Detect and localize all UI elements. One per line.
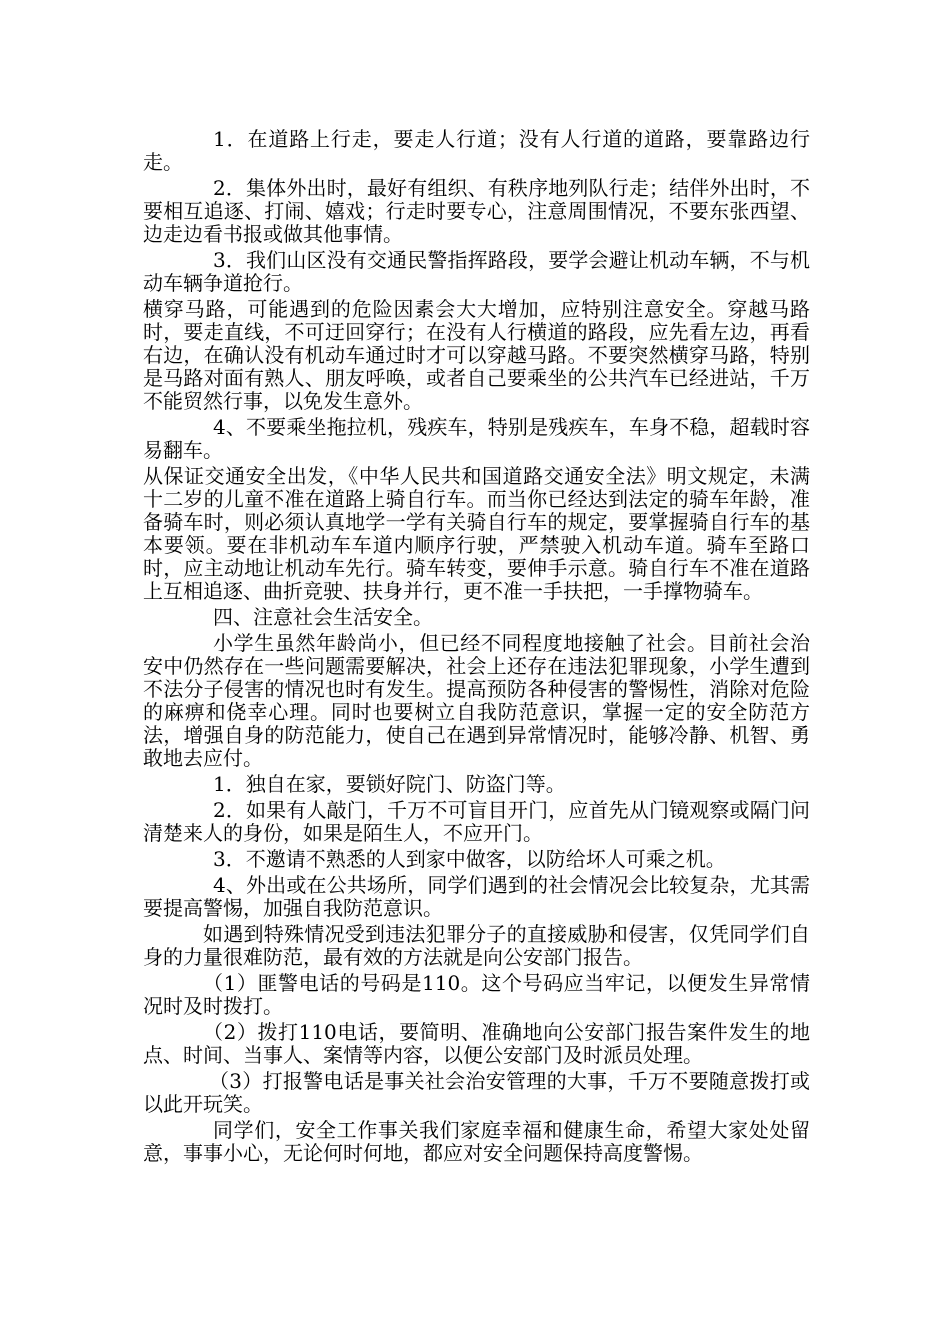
paragraph-tractor: 4、不要乘坐拖拉机，残疾车，特别是残疾车，车身不稳，超载时容易翻车。 [143,415,810,462]
paragraph-public-places: 4、外出或在公共场所，同学们遇到的社会情况会比较复杂，尤其需要提高警惕，加强自我防范意识。 [143,873,810,920]
paragraph-bicycle-rules: 从保证交通安全出发，《中华人民共和国道路交通安全法》明文规定，未满十二岁的儿童不准在道路上骑自行车。而当你已经达到法定的骑车年龄，准备骑车时，则必须认真地学一学有关骑自行车的规定，要掌握骑自行车的基本要领。要在非机动车车道内顺序行驶，严禁驶入机动车道。骑车至路口时，应主动地让机动车先行。骑车转变，要伸手示意。骑自行车不准在道路上互相追逐、曲折竞驶、扶身并行，更不准一手扶把，一手撑物骑车。 [143,464,810,603]
paragraph-110-calling: （2）拨打110电话，要简明、准确地向公安部门报告案件发生的地点、时间、当事人、案情等内容，以便公安部门及时派员处理。 [143,1020,810,1067]
section-heading-social-safety: 四、注意社会生活安全。 [213,605,433,629]
paragraph-walk-sidewalk: 1．在道路上行走，要走人行道；没有人行道的道路，要靠路边行走。 [143,127,810,174]
paragraph-closing: 同学们，安全工作事关我们家庭幸福和健康生命，希望大家处处留意，事事小心，无论何时何地，都应对安全问题保持高度警惕。 [143,1118,810,1165]
paragraph-report-police: 如遇到特殊情况受到违法犯罪分子的直接威胁和侵害，仅凭同学们自身的力量很难防范，最有效的方法就是向公安部门报告。 [143,922,810,969]
paragraph-home-alone: 1．独自在家，要锁好院门、防盗门等。 [213,772,566,796]
paragraph-knock-door: 2．如果有人敲门，千万不可盲目开门，应首先从门镜观察或隔门问清楚来人的身份，如果是陌生人，不应开门。 [143,798,810,845]
paragraph-group-outing: 2．集体外出时，最好有组织、有秩序地列队行走；结伴外出时，不要相互追逐、打闹、嬉戏；行走时要专心，注意周围情况，不要东张西望、边走边看书报或做其他事情。 [143,176,810,246]
paragraph-no-prank: （3）打报警电话是事关社会治安管理的大事，千万不要随意拨打或以此开玩笑。 [143,1069,810,1116]
paragraph-crossing-road: 横穿马路，可能遇到的危险因素会大大增加，应特别注意安全。穿越马路时，要走直线，不可迂回穿行；在没有人行横道的路段，应先看左边，再看右边，在确认没有机动车通过时才可以穿越马路。不要突然横穿马路，特别是马路对面有熟人、朋友呼唤，或者自己要乘坐的公共汽车已经进站，千万不能贸然行事，以免发生意外。 [143,297,810,413]
paragraph-no-strangers: 3．不邀请不熟悉的人到家中做客，以防给坏人可乘之机。 [213,847,726,871]
paragraph-110-number: （1）匪警电话的号码是110。这个号码应当牢记，以便发生异常情况时及时拨打。 [143,971,810,1018]
document-body [143,128,810,1168]
paragraph-mountain-area: 3．我们山区没有交通民警指挥路段，要学会避让机动车辆，不与机动车辆争道抢行。 [143,248,810,295]
paragraph-social-intro: 小学生虽然年龄尚小，但已经不同程度地接触了社会。目前社会治安中仍然存在一些问题需要解决，社会上还存在违法犯罪现象，小学生遭到不法分子侵害的情况也时有发生。提高预防各种侵害的警惕性，消除对危险的麻痹和侥幸心理。同时也要树立自我防范意识，掌握一定的安全防范方法，增强自身的防范能力，使自己在遇到异常情况时，能够冷静、机智、勇敢地去应付。 [143,631,810,770]
